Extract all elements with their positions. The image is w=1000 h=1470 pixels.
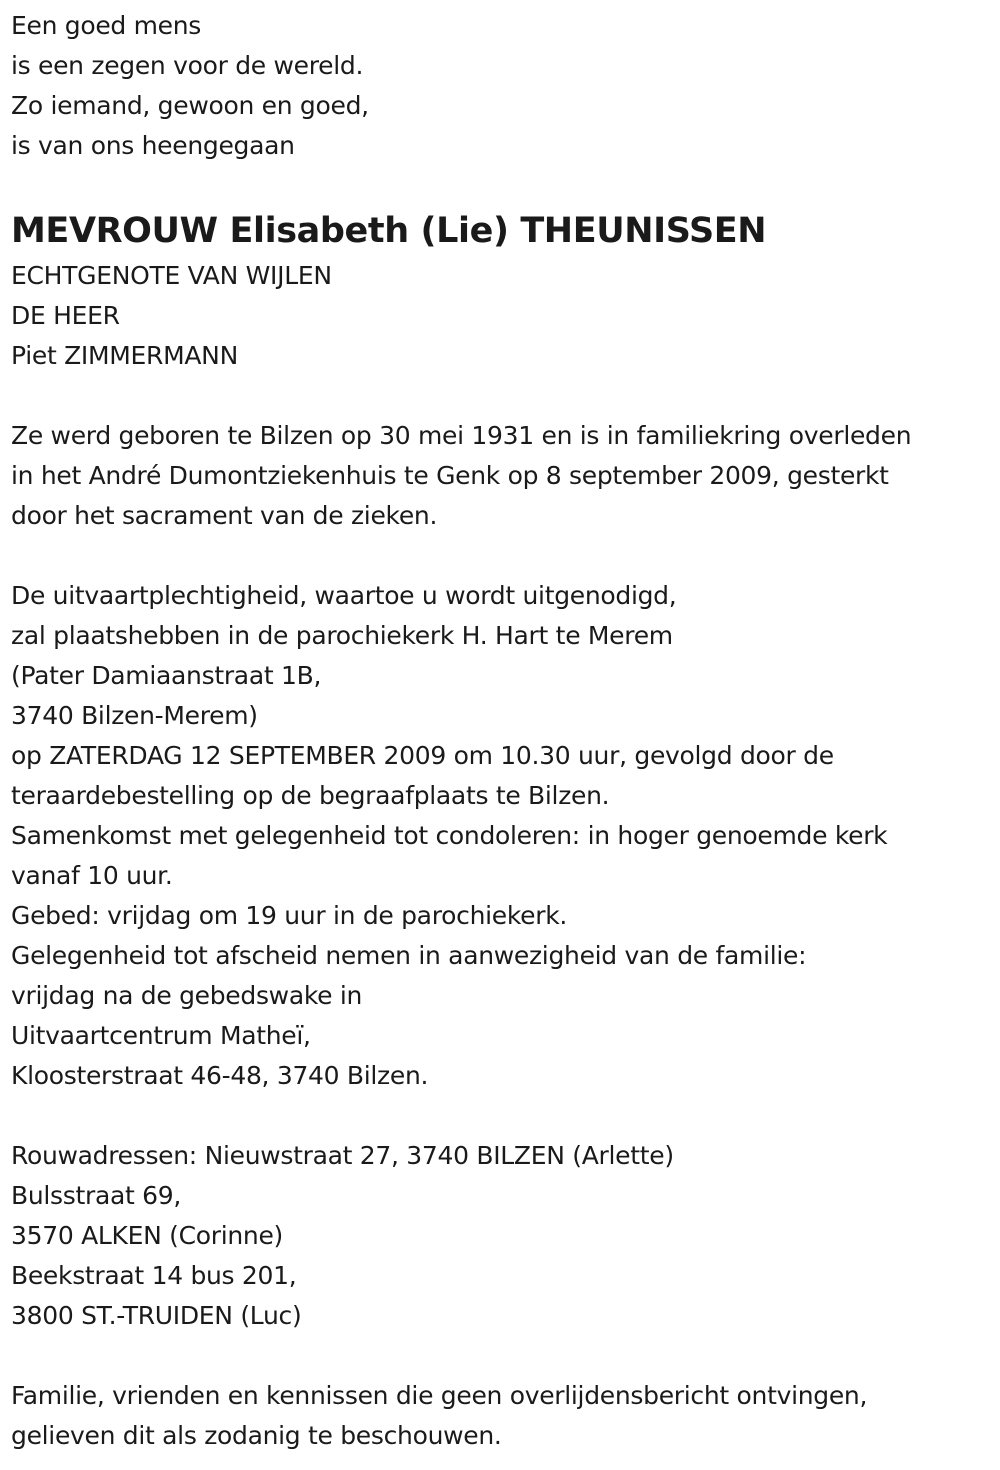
address-line: 3570 ALKEN (Corinne): [11, 1221, 283, 1250]
ceremony-line: Samenkomst met gelegenheid tot condoleren: in hoger genoemde kerk: [11, 821, 888, 850]
obituary-document: [11, 6, 991, 1456]
spacer: [11, 1336, 991, 1376]
ceremony-line: teraardebestelling op de begraafplaats te Bilzen.: [11, 781, 610, 810]
ceremony-line: vanaf 10 uur.: [11, 861, 173, 890]
ceremony-line: Kloosterstraat 46-48, 3740 Bilzen.: [11, 1061, 429, 1090]
poem-line: is van ons heengegaan: [11, 131, 295, 160]
spouse-line: DE HEER: [11, 301, 120, 330]
closing-line: Familie, vrienden en kennissen die geen overlijdensbericht ontvingen,: [11, 1381, 868, 1410]
spacer: [11, 536, 991, 576]
deceased-name: MEVROUW Elisabeth (Lie) THEUNISSEN: [11, 211, 767, 251]
ceremony-line: (Pater Damiaanstraat 1B,: [11, 661, 322, 690]
ceremony-line: De uitvaartplechtigheid, waartoe u wordt uitgenodigd,: [11, 581, 677, 610]
spouse-section: [11, 256, 991, 376]
spacer: [11, 1096, 991, 1136]
poem-line: Zo iemand, gewoon en goed,: [11, 91, 369, 120]
poem-section: [11, 6, 991, 166]
spouse-line: Piet ZIMMERMANN: [11, 341, 238, 370]
ceremony-line: Gelegenheid tot afscheid nemen in aanwezigheid van de familie:: [11, 941, 807, 970]
birth-death-line: Ze werd geboren te Bilzen op 30 mei 1931 en is in familiekring overleden: [11, 421, 912, 450]
addresses-section: [11, 1136, 991, 1336]
ceremony-line: Gebed: vrijdag om 19 uur in de parochiekerk.: [11, 901, 568, 930]
ceremony-line: vrijdag na de gebedswake in: [11, 981, 363, 1010]
birth-death-line: door het sacrament van de zieken.: [11, 501, 438, 530]
poem-line: is een zegen voor de wereld.: [11, 51, 364, 80]
birth-death-section: [11, 416, 991, 536]
closing-section: [11, 1376, 991, 1456]
address-line: Beekstraat 14 bus 201,: [11, 1261, 297, 1290]
ceremony-line: 3740 Bilzen-Merem): [11, 701, 258, 730]
spacer: [11, 376, 991, 416]
address-line: Rouwadressen: Nieuwstraat 27, 3740 BILZEN (Arlette): [11, 1141, 674, 1170]
poem-line: Een goed mens: [11, 11, 202, 40]
address-line: 3800 ST.-TRUIDEN (Luc): [11, 1301, 302, 1330]
address-line: Bulsstraat 69,: [11, 1181, 182, 1210]
birth-death-line: in het André Dumontziekenhuis te Genk op 8 september 2009, gesterkt: [11, 461, 889, 490]
ceremony-line: zal plaatshebben in de parochiekerk H. Hart te Merem: [11, 621, 673, 650]
ceremony-line: op ZATERDAG 12 SEPTEMBER 2009 om 10.30 uur, gevolgd door de: [11, 741, 834, 770]
spacer: [11, 166, 991, 206]
closing-line: gelieven dit als zodanig te beschouwen.: [11, 1421, 502, 1450]
ceremony-section: [11, 576, 991, 1096]
ceremony-line: Uitvaartcentrum Matheï,: [11, 1021, 311, 1050]
spouse-line: ECHTGENOTE VAN WIJLEN: [11, 261, 332, 290]
